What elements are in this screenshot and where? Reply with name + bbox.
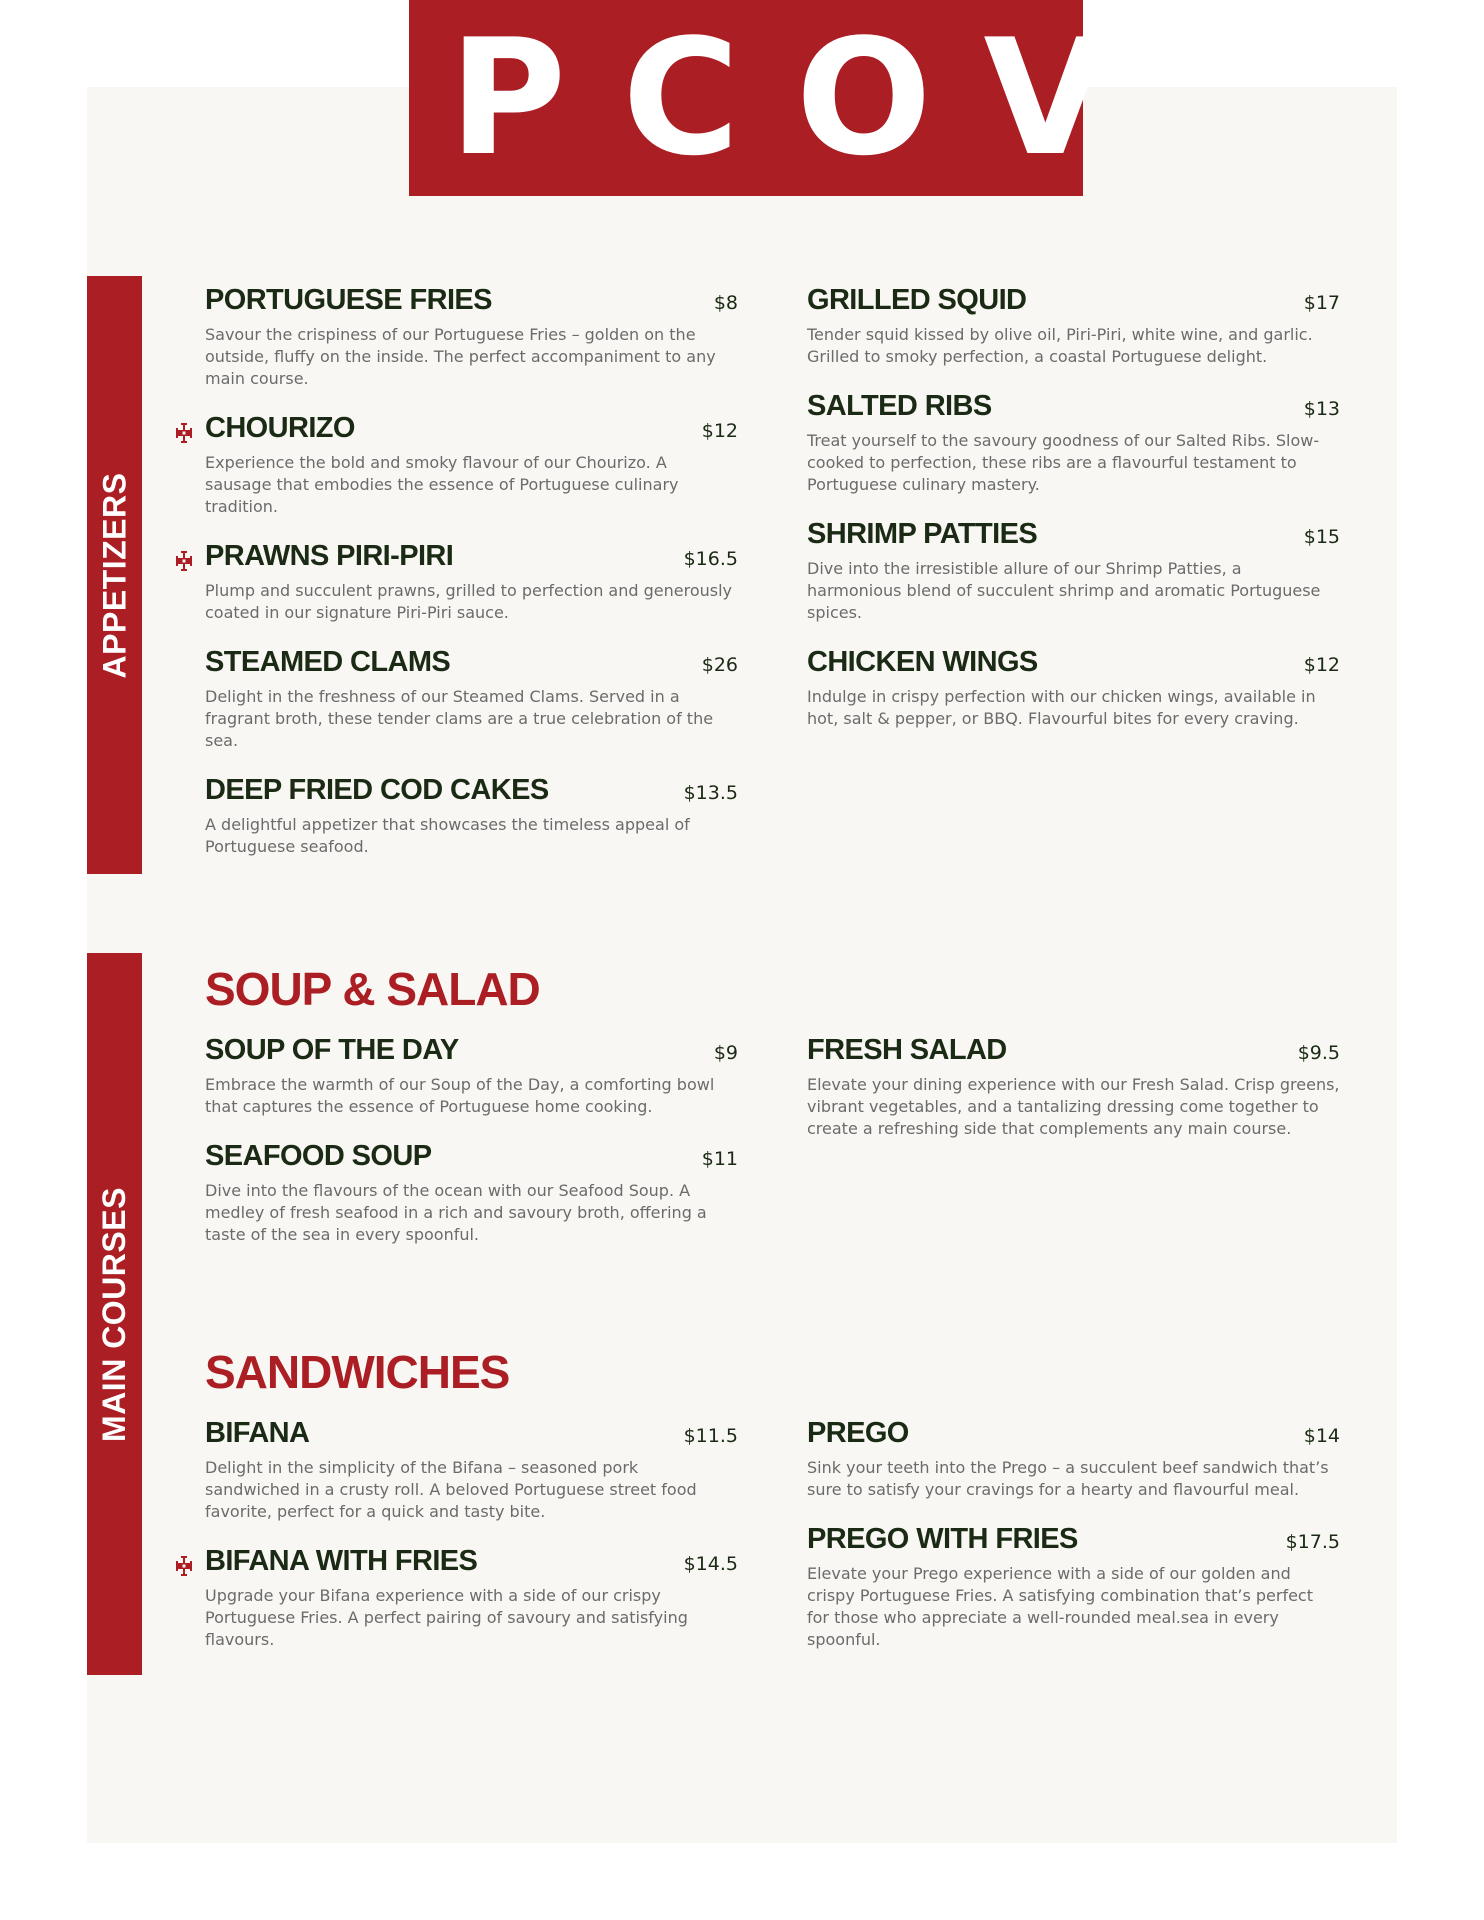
menu-item-header (205, 1140, 738, 1178)
menu-item (205, 412, 738, 518)
menu-item-header (807, 1523, 1340, 1561)
menu-item-name: PREGO (807, 1417, 909, 1449)
soup-salad-right-column (807, 1034, 1340, 1162)
menu-item-header (807, 1417, 1340, 1455)
menu-item (807, 1523, 1340, 1651)
menu-item-description: Treat yourself to the savoury goodness of our Salted Ribs. Slow-cooked to perfection, these ribs are a flavourful testament to Portuguese culinary mastery. (807, 431, 1320, 494)
menu-item-description: Savour the crispiness of our Portuguese Fries – golden on the outside, fluffy on the inside. The perfect accompaniment to any main course. (205, 325, 716, 388)
menu-item-header (205, 540, 738, 578)
menu-item-name: SALTED RIBS (807, 390, 992, 422)
menu-item-price: $11.5 (683, 1425, 738, 1447)
menu-item-name: SOUP OF THE DAY (205, 1034, 459, 1066)
menu-item-description: Delight in the freshness of our Steamed Clams. Served in a fragrant broth, these tender clams are a true celebration of the sea. (205, 687, 714, 750)
menu-item-header (807, 646, 1340, 684)
main-courses-label: MAIN COURSES (96, 1186, 132, 1442)
menu-item-header (205, 1034, 738, 1072)
menu-item-header (807, 518, 1340, 556)
menu-item (205, 646, 738, 752)
menu-item-description: Experience the bold and smoky flavour of our Chourizo. A sausage that embodies the essence of Portuguese culinary tradition. (205, 453, 679, 516)
menu-item-header (205, 1545, 738, 1583)
menu-item-header (205, 1417, 738, 1455)
menu-item (205, 774, 738, 858)
portuguese-cross-icon (173, 422, 195, 444)
menu-item-price: $9 (713, 1042, 738, 1064)
menu-item-description: Dive into the flavours of the ocean with our Seafood Soup. A medley of fresh seafood in a rich and savoury broth, offering a taste of the sea in every spoonful. (205, 1181, 707, 1244)
menu-item (205, 540, 738, 624)
menu-item (205, 1545, 738, 1651)
menu-item-price: $14.5 (683, 1553, 738, 1575)
sandwiches-left-column (205, 1417, 738, 1673)
menu-item-description: Embrace the warmth of our Soup of the Day, a comforting bowl that captures the essence of Portuguese home cooking. (205, 1075, 715, 1116)
menu-item-name: CHICKEN WINGS (807, 646, 1038, 678)
menu-item-price: $11 (701, 1148, 738, 1170)
section-title-soup-salad: SOUP & SALAD (205, 963, 540, 1015)
menu-item-description: Plump and succulent prawns, grilled to perfection and generously coated in our signature Piri-Piri sauce. (205, 581, 732, 622)
menu-item-price: $17 (1303, 292, 1340, 314)
appetizers-right-column (807, 284, 1340, 752)
menu-item-name: SEAFOOD SOUP (205, 1140, 432, 1172)
menu-item (205, 1417, 738, 1523)
menu-item-description: A delightful appetizer that showcases the timeless appeal of Portuguese seafood. (205, 815, 690, 856)
menu-item-price: $26 (701, 654, 738, 676)
menu-item-description: Delight in the simplicity of the Bifana – seasoned pork sandwiched in a crusty roll. A beloved Portuguese street food favorite, perfect for a quick and tasty bite. (205, 1458, 697, 1521)
menu-item-name: BIFANA (205, 1417, 310, 1449)
sandwiches-right-column (807, 1417, 1340, 1673)
soup-salad-left-column (205, 1034, 738, 1268)
menu-item-header (205, 412, 738, 450)
menu-item-description: Elevate your dining experience with our Fresh Salad. Crisp greens, vibrant vegetables, and a tantalizing dressing come together to create a refreshing side that complements any main course. (807, 1075, 1340, 1138)
menu-item-name: STEAMED CLAMS (205, 646, 451, 678)
menu-item-name: CHOURIZO (205, 412, 355, 444)
menu-item (807, 1417, 1340, 1501)
menu-item-header (205, 646, 738, 684)
menu-item-header (205, 284, 738, 322)
portuguese-cross-icon (173, 550, 195, 572)
menu-item-header (807, 1034, 1340, 1072)
section-title-sandwiches: SANDWICHES (205, 1346, 510, 1398)
menu-item (807, 1034, 1340, 1140)
menu-item-description: Dive into the irresistible allure of our Shrimp Patties, a harmonious blend of succulent shrimp and aromatic Portuguese spices. (807, 559, 1321, 622)
menu-item (205, 1034, 738, 1118)
menu-item (807, 646, 1340, 730)
menu-item-header (807, 390, 1340, 428)
menu-item-price: $12 (1303, 654, 1340, 676)
menu-item (807, 518, 1340, 624)
brand-logo: PCOV (409, 0, 1083, 196)
menu-item-header (205, 774, 738, 812)
menu-item-description: Elevate your Prego experience with a side of our golden and crispy Portuguese Fries. A satisfying combination that’s perfect for those who appreciate a well-rounded meal.sea in every spoonful. (807, 1564, 1313, 1649)
menu-item (205, 284, 738, 390)
menu-item-price: $16.5 (683, 548, 738, 570)
menu-item-description: Indulge in crispy perfection with our chicken wings, available in hot, salt & pepper, or BBQ. Flavourful bites for every craving. (807, 687, 1316, 728)
menu-item-price: $12 (701, 420, 738, 442)
menu-item-price: $9.5 (1297, 1042, 1340, 1064)
menu-item-name: PRAWNS PIRI-PIRI (205, 540, 454, 572)
menu-item-description: Tender squid kissed by olive oil, Piri-Piri, white wine, and garlic. Grilled to smoky perfection, a coastal Portuguese delight. (807, 325, 1313, 366)
menu-item-name: PREGO WITH FRIES (807, 1523, 1078, 1555)
menu-item-price: $13.5 (683, 782, 738, 804)
menu-item (807, 284, 1340, 368)
appetizers-band (87, 276, 142, 874)
menu-item-name: BIFANA WITH FRIES (205, 1545, 478, 1577)
menu-item-description: Sink your teeth into the Prego – a succulent beef sandwich that’s sure to satisfy your cravings for a hearty and flavourful meal. (807, 1458, 1329, 1499)
menu-item (807, 390, 1340, 496)
menu-item-description: Upgrade your Bifana experience with a side of our crispy Portuguese Fries. A perfect pairing of savoury and satisfying flavours. (205, 1586, 688, 1649)
portuguese-cross-icon (173, 1555, 195, 1577)
menu-item-price: $14 (1303, 1425, 1340, 1447)
menu-item-name: SHRIMP PATTIES (807, 518, 1038, 550)
main-courses-band (87, 953, 142, 1675)
menu-item-price: $15 (1303, 526, 1340, 548)
menu-item-name: FRESH SALAD (807, 1034, 1007, 1066)
menu-item-name: GRILLED SQUID (807, 284, 1027, 316)
menu-item-price: $8 (713, 292, 738, 314)
menu-item (205, 1140, 738, 1246)
menu-item-name: PORTUGUESE FRIES (205, 284, 492, 316)
appetizers-left-column (205, 284, 738, 880)
menu-item-price: $13 (1303, 398, 1340, 420)
menu-item-header (807, 284, 1340, 322)
menu-item-name: DEEP FRIED COD CAKES (205, 774, 549, 806)
appetizers-label: APPETIZERS (96, 472, 133, 678)
menu-item-price: $17.5 (1285, 1531, 1340, 1553)
